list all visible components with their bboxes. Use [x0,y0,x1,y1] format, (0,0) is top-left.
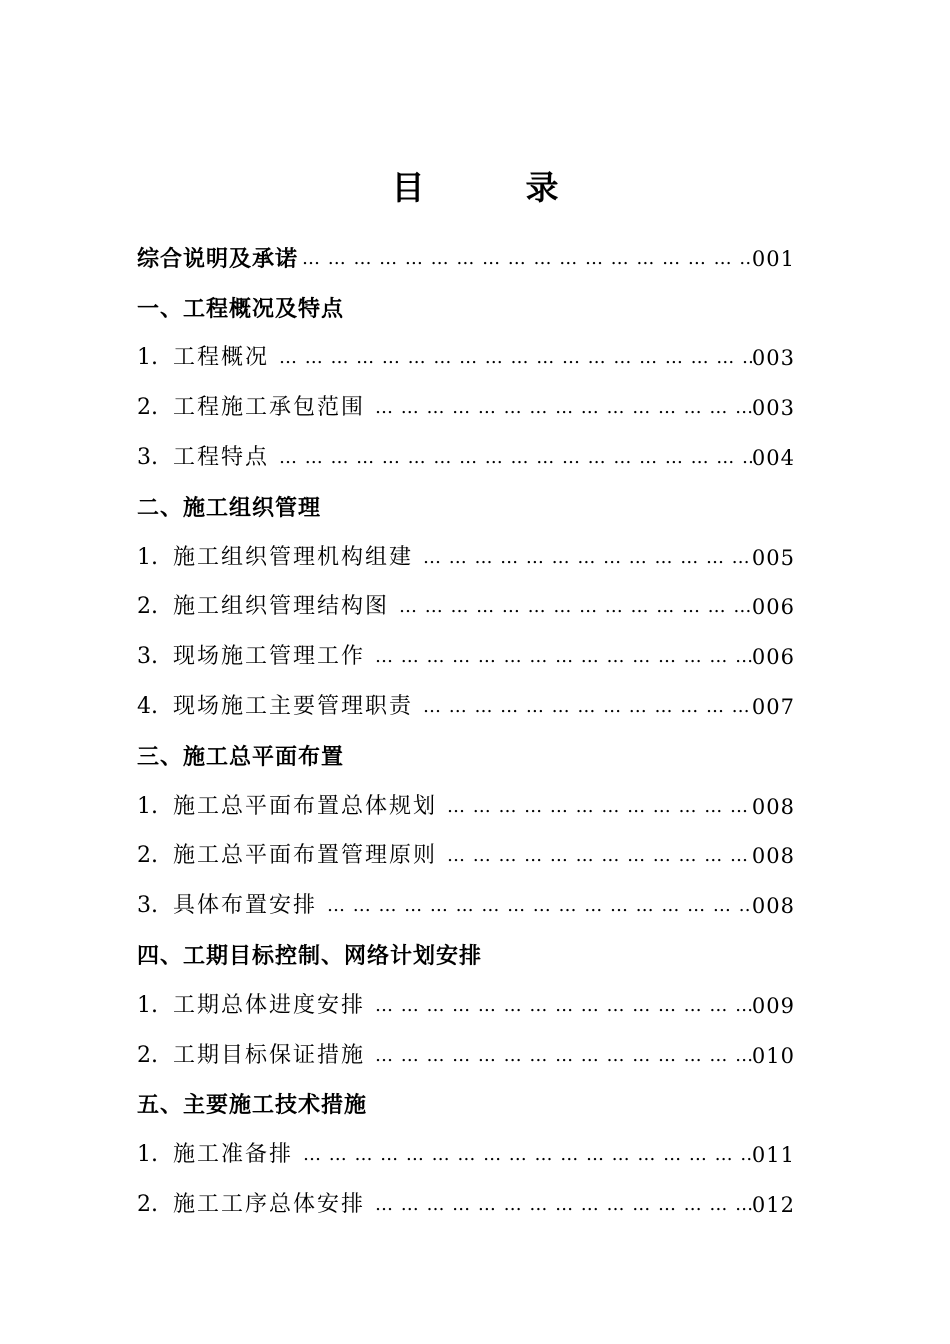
toc-entry-label [137,841,437,871]
dot-leader [375,991,752,1021]
toc-entry[interactable] [137,981,795,1031]
toc-entry-label [137,543,413,573]
toc-entry-text: 三、施工总平面布置 [137,743,345,770]
toc-page-number: 003 [751,346,795,371]
toc-entry-number: 1. [137,793,158,819]
toc-entry[interactable] [137,583,795,633]
toc-entry-text: 四、工期目标控制、网络计划安排 [137,943,483,970]
dot-leader [375,393,752,423]
toc-entry[interactable] [137,782,795,832]
toc-entry-text: 施工准备排 [173,1142,294,1168]
toc-page-number: 006 [751,645,795,670]
toc-entry-label [137,1190,365,1220]
dot-leader [447,841,752,871]
toc-page-number: 008 [751,894,795,919]
toc-entry-text: 工程概况 [173,345,270,371]
toc-page-number: 010 [751,1043,795,1068]
toc-entry-number: 1. [137,544,158,570]
toc-page-number: 001 [751,246,795,271]
toc-section-heading[interactable] [137,483,795,533]
toc-entry-label [137,592,389,622]
toc-page-number: 004 [751,446,795,471]
toc-entry-text: 施工总平面布置总体规划 [173,793,438,819]
toc-entry[interactable] [137,433,795,483]
toc-page-number: 003 [751,396,795,421]
toc-entry-text: 施工总平面布置管理原则 [173,843,438,869]
toc-entry-text: 具体布置安排 [173,893,318,919]
toc-entry-text: 综合说明及承诺 [137,245,299,272]
toc-page-number: 009 [751,993,795,1018]
toc-page-number: 006 [751,595,795,620]
toc-page-number: 008 [751,794,795,819]
toc-entry[interactable] [137,881,795,931]
toc-entry-text: 施工组织管理结构图 [173,594,390,620]
toc-entry-number: 3. [137,893,158,919]
toc-entry-text: 现场施工管理工作 [173,644,366,670]
toc-entry-label [137,1090,367,1120]
dot-leader [423,692,752,722]
toc-entry[interactable] [137,533,795,583]
toc-entry[interactable] [137,632,795,682]
dot-leader [279,443,752,473]
dot-leader [303,1140,752,1170]
toc-page-number: 012 [751,1193,795,1218]
toc-entry-number: 3. [137,445,158,471]
toc-section-heading[interactable] [137,1081,795,1131]
toc-entry-label [137,742,344,772]
dot-leader [375,1190,752,1220]
toc-entry[interactable] [137,234,795,284]
toc-page-number: 007 [751,695,795,720]
toc-entry-number: 1. [137,1142,158,1168]
toc-entry-label [137,443,269,473]
toc-entry-text: 施工组织管理机构组建 [173,544,414,570]
toc-section-heading[interactable] [137,284,795,334]
toc-entry-text: 工程施工承包范围 [173,395,366,421]
toc-section-heading[interactable] [137,931,795,981]
toc-section-heading[interactable] [137,732,795,782]
toc-entry-text: 现场施工主要管理职责 [173,694,414,720]
toc-entry-text: 五、主要施工技术措施 [137,1092,368,1119]
toc-entry-label [137,493,321,523]
toc-entry-label [137,294,344,324]
toc-entry-number: 1. [137,345,158,371]
toc-entry-label [137,991,365,1021]
toc-entry-number: 3. [137,644,158,670]
toc-entry-number: 2. [137,1192,158,1218]
toc-entry-number: 2. [137,1042,158,1068]
table-of-contents [137,234,795,1230]
dot-leader [447,792,752,822]
toc-entry-label [137,1140,293,1170]
toc-entry-label [137,891,317,921]
toc-entry-label [137,244,298,274]
toc-entry[interactable] [137,682,795,732]
toc-entry-label [137,792,437,822]
toc-entry-label [137,692,413,722]
toc-entry-number: 4. [137,694,158,720]
toc-entry-label [137,642,365,672]
page-title: 目 录 [391,168,593,207]
toc-entry-label [137,1041,365,1071]
toc-entry-label [137,343,269,373]
toc-entry[interactable] [137,383,795,433]
toc-entry-number: 1. [137,992,158,1018]
dot-leader [375,642,752,672]
toc-entry-text: 工期总体进度安排 [173,992,366,1018]
toc-entry-label [137,941,482,971]
dot-leader [399,592,752,622]
toc-page-number: 005 [751,545,795,570]
dot-leader [375,1041,752,1071]
toc-entry[interactable] [137,832,795,882]
toc-page-number: 011 [751,1143,795,1168]
dot-leader [327,891,752,921]
toc-entry-label [137,393,365,423]
toc-entry-number: 2. [137,395,158,421]
toc-entry-number: 2. [137,843,158,869]
toc-entry-number: 2. [137,594,158,620]
toc-entry-text: 工期目标保证措施 [173,1042,366,1068]
dot-leader [423,543,752,573]
toc-entry[interactable] [137,1130,795,1180]
toc-entry-text: 工程特点 [173,445,270,471]
toc-entry-text: 施工工序总体安排 [173,1192,366,1218]
dot-leader [279,343,752,373]
toc-entry[interactable] [137,1031,795,1081]
dot-leader [302,244,752,274]
toc-entry[interactable] [137,334,795,384]
toc-entry-text: 二、施工组织管理 [137,494,322,521]
toc-entry-text: 一、工程概况及特点 [137,295,345,322]
toc-page-number: 008 [751,844,795,869]
toc-entry[interactable] [137,1180,795,1230]
